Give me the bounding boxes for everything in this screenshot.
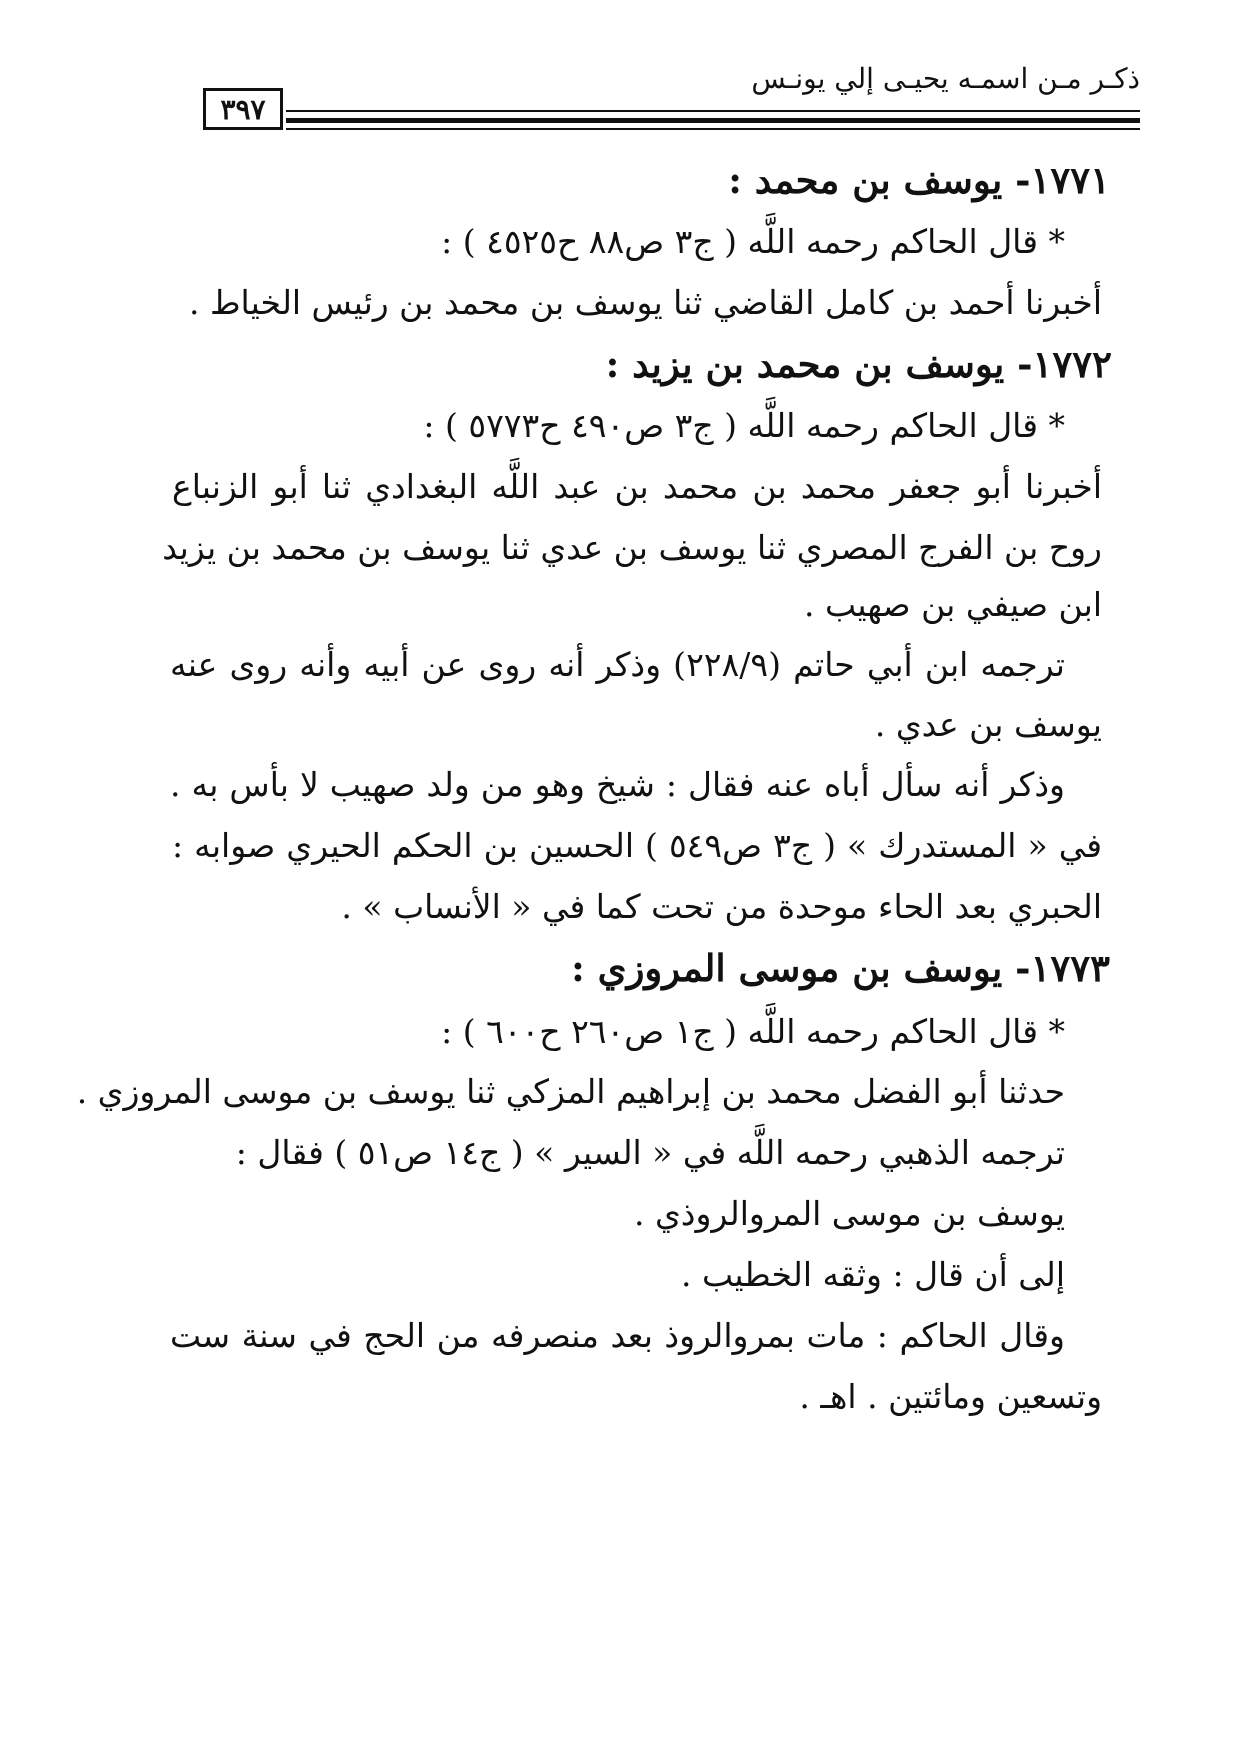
text-line: وتسعين ومائتين . اهـ .: [799, 1377, 1102, 1416]
text-line: وقال الحاكم : مات بمروالروذ بعد منصرفه من الحج في سنة ست: [170, 1316, 1065, 1355]
header-rule-thick: [286, 118, 1140, 123]
header-rule-bottom: [286, 128, 1140, 130]
header-rule-top: [286, 110, 1140, 112]
entry-heading-1771: ١٧٧١- يوسف بن محمد :: [728, 158, 1110, 202]
source-line: * قال الحاكم رحمه اللَّه ( ج٣ ص٤٩٠ ح٥٧٧٣ ) :: [423, 406, 1065, 445]
text-line: إلى أن قال : وثقه الخطيب .: [681, 1255, 1065, 1294]
text-line: أخبرنا أحمد بن كامل القاضي ثنا يوسف بن محمد بن رئيس الخياط .: [189, 283, 1102, 322]
text-line: يوسف بن موسى المروالروذي .: [633, 1194, 1065, 1233]
text-line: حدثنا أبو الفضل محمد بن إبراهيم المزكي ثنا يوسف بن موسى المروزي .: [76, 1072, 1065, 1111]
entry-heading-1772: ١٧٧٢- يوسف بن محمد بن يزيد :: [605, 342, 1112, 386]
text-line: في « المستدرك » ( ج٣ ص٥٤٩ ) الحسين بن الحكم الحيري صوابه :: [172, 826, 1102, 865]
text-line: أخبرنا أبو جعفر محمد بن محمد بن عبد اللَّه البغدادي ثنا أبو الزنباع: [172, 467, 1102, 506]
text-line: الحبري بعد الحاء موحدة من تحت كما في « الأنساب » .: [341, 887, 1102, 926]
page-number: ٣٩٧: [203, 88, 283, 130]
text-line: وذكر أنه سأل أباه عنه فقال : شيخ وهو من ولد صهيب لا بأس به .: [170, 765, 1065, 804]
text-line: روح بن الفرج المصري ثنا يوسف بن عدي ثنا يوسف بن محمد بن يزيد: [162, 528, 1102, 567]
entry-heading-1773: ١٧٧٣- يوسف بن موسى المروزي :: [571, 946, 1110, 990]
text-line: ابن صيفي بن صهيب .: [804, 585, 1102, 624]
text-line: ترجمه الذهبي رحمه اللَّه في « السير » ( ج١٤ ص٥١ ) فقال :: [235, 1133, 1065, 1172]
source-line: * قال الحاكم رحمه اللَّه ( ج١ ص٢٦٠ ح٦٠٠ ) :: [441, 1012, 1065, 1051]
running-title: ذكـر مـن اسمـه يحيـى إلي يونـس: [751, 62, 1140, 95]
source-line: * قال الحاكم رحمه اللَّه ( ج٣ ص٨٨ ح٤٥٢٥ ) :: [441, 222, 1065, 261]
text-line: يوسف بن عدي .: [874, 705, 1102, 744]
text-line: ترجمه ابن أبي حاتم (٢٢٨/٩) وذكر أنه روى عن أبيه وأنه روى عنه: [170, 645, 1065, 684]
